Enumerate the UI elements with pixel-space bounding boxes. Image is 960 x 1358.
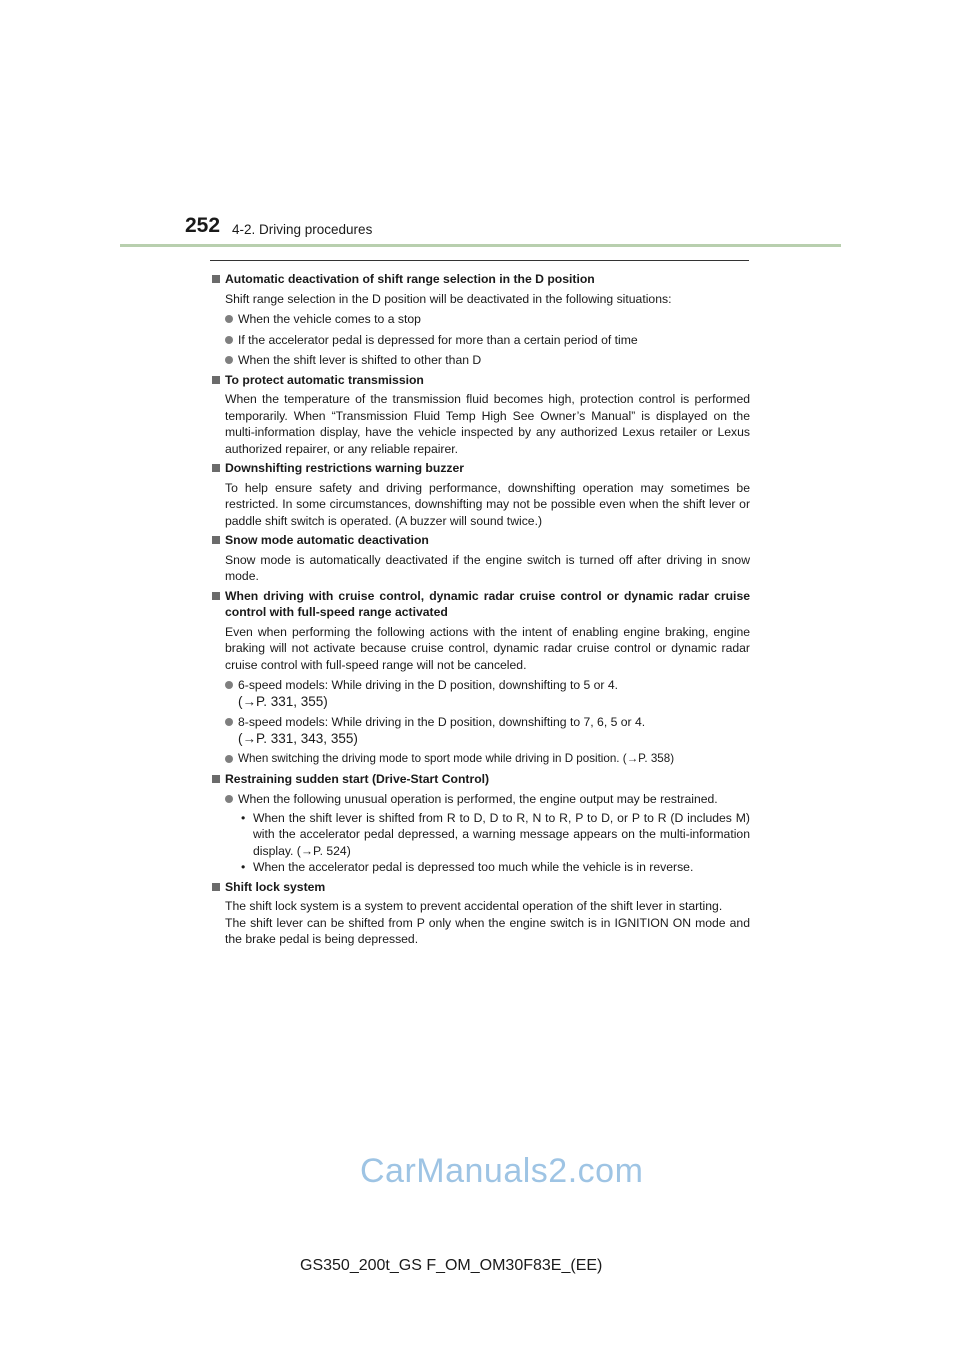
sub-list-item: • When the shift lever is shifted from R to D, D to R, N to R, P to D, or P to R (D includes M) with the accelerator pedal depressed, a warning message appears on the multi-information display. (→P. 524) xyxy=(241,810,750,858)
list-item: When switching the driving mode to sport mode while driving in D position. (→P. 358) xyxy=(210,751,750,768)
section-heading: Restraining sudden start (Drive-Start Control) xyxy=(210,771,750,788)
square-bullet-icon xyxy=(212,376,220,384)
list-item: 6-speed models: While driving in the D position, downshifting to 5 or 4. (→P. 331, 355) xyxy=(210,677,750,710)
document-id: GS350_200t_GS F_OM_OM30F83E_(EE) xyxy=(300,1257,603,1274)
square-bullet-icon xyxy=(212,464,220,472)
page-content xyxy=(210,268,750,948)
section-text: Snow mode is automatically deactivated if the engine switch is turned off after driving in snow mode. xyxy=(225,552,750,583)
list-item: When the shift lever is shifted to other than D xyxy=(210,352,750,369)
circle-bullet-icon xyxy=(225,681,233,689)
section-text: The shift lock system is a system to prevent accidental operation of the shift lever in starting. xyxy=(225,899,723,913)
section-text: The shift lever can be shifted from P only when the engine switch is in IGNITION ON mode and the brake pedal is being depressed. xyxy=(225,915,750,946)
circle-bullet-icon xyxy=(225,755,233,763)
page-reference: (→P. 331, 355) xyxy=(238,693,328,709)
section-heading: When driving with cruise control, dynamic radar cruise control or dynamic radar cruise control with full-speed range activated xyxy=(210,588,750,621)
circle-bullet-icon xyxy=(225,315,233,323)
dot-marker-icon: • xyxy=(241,810,246,825)
list-item: If the accelerator pedal is depressed for more than a certain period of time xyxy=(210,332,750,349)
circle-bullet-icon xyxy=(225,356,233,364)
sub-list-item: • When the accelerator pedal is depressed too much while the vehicle is in reverse. xyxy=(241,860,694,874)
section-text: When the temperature of the transmission fluid becomes high, protection control is performed temporarily. When “Transmission Fluid Temp High See Owner’s Manual” is displayed on the multi-information display, have the vehicle inspected by any authorized Lexus retailer or Lexus authorized repairer, or any reliable repairer. xyxy=(225,392,750,456)
square-bullet-icon xyxy=(212,775,220,783)
circle-bullet-icon xyxy=(225,336,233,344)
square-bullet-icon xyxy=(212,536,220,544)
section-text: Shift range selection in the D position will be deactivated in the following situations: xyxy=(225,291,672,306)
section-heading: Downshifting restrictions warning buzzer xyxy=(210,460,750,477)
list-item: When the following unusual operation is performed, the engine output may be restrained. xyxy=(210,791,750,808)
section-text: Even when performing the following actions with the intent of enabling engine braking, engine braking will not activate because cruise control, dynamic radar cruise control or dynamic radar cruise control with full-speed range will not be canceled. xyxy=(225,624,750,672)
list-item: When the vehicle comes to a stop xyxy=(210,311,750,328)
list-item: 8-speed models: While driving in the D position, downshifting to 7, 6, 5 or 4. (→P. 331, 343, 355) xyxy=(210,714,750,747)
section-heading: Snow mode automatic deactivation xyxy=(210,532,750,549)
circle-bullet-icon xyxy=(225,718,233,726)
dot-marker-icon: • xyxy=(241,860,246,874)
section-heading: Automatic deactivation of shift range selection in the D position xyxy=(210,271,750,288)
section-title: 4-2. Driving procedures xyxy=(232,222,373,237)
header-rule xyxy=(120,244,841,247)
section-heading: Shift lock system xyxy=(210,879,750,896)
square-bullet-icon xyxy=(212,883,220,891)
square-bullet-icon xyxy=(212,592,220,600)
content-divider xyxy=(210,260,749,261)
circle-bullet-icon xyxy=(225,795,233,803)
square-bullet-icon xyxy=(212,275,220,283)
section-heading: To protect automatic transmission xyxy=(210,372,750,389)
watermark: CarManuals2.com xyxy=(360,1152,644,1190)
page-reference: (→P. 331, 343, 355) xyxy=(238,730,358,746)
section-text: To help ensure safety and driving performance, downshifting operation may sometimes be restricted. In some circumstances, downshifting may not be possible even when the shift lever or paddle shift switch is operated. (A buzzer will sound twice.) xyxy=(225,480,750,528)
page-number: 252 xyxy=(185,214,221,237)
